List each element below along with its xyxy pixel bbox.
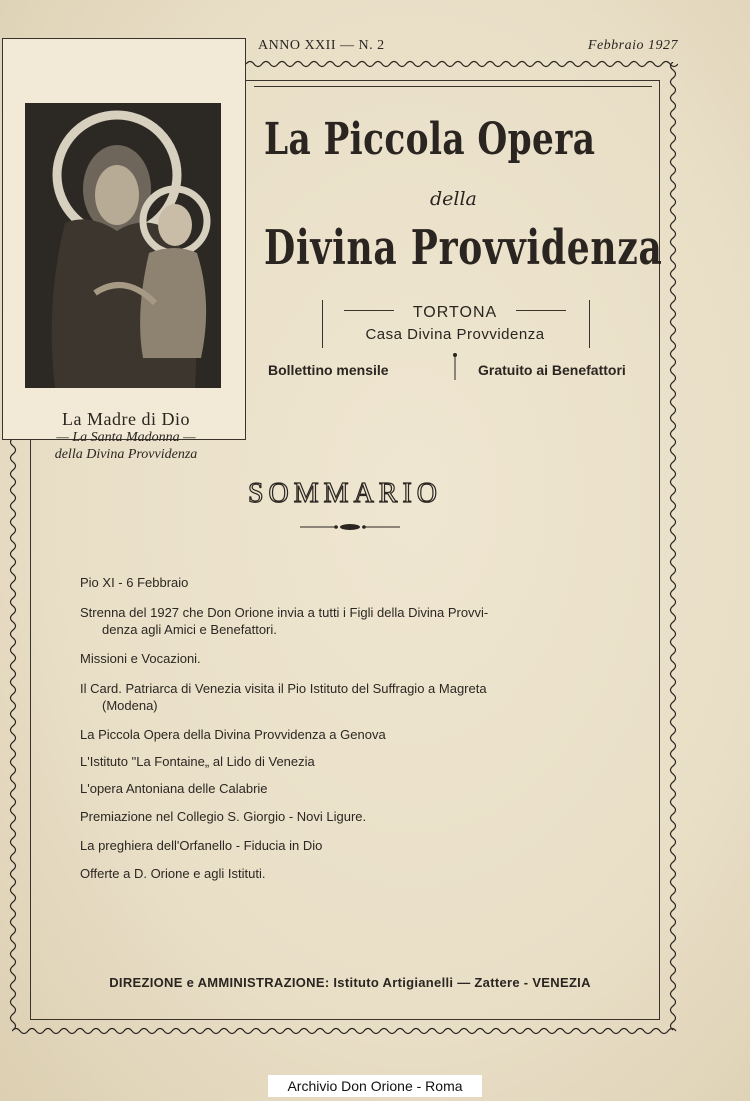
issue-header — [258, 38, 678, 56]
list-item: Offerte a D. Orione e agli Istituti. — [80, 866, 266, 881]
list-item: L'Istituto "La Fontaine„ al Lido di Venezia — [80, 754, 315, 769]
image-caption-line-2: della Divina Provvidenza — [54, 447, 198, 462]
place-name: TORTONA — [412, 304, 498, 321]
issue-number: ANNO XXII — N. 2 — [258, 38, 385, 53]
list-item: La Piccola Opera della Divina Provvidenza a Genova — [80, 727, 386, 742]
image-caption-line-1: — La Santa Madonna — — [56, 430, 196, 445]
bulletin-frequency: Bollettino mensile — [268, 362, 389, 378]
issue-date: Febbraio 1927 — [587, 38, 678, 53]
wavy-border-top — [246, 58, 678, 70]
sommario-heading: SOMMARIO — [247, 478, 443, 509]
masthead-title-line-2: Divina Provvidenza — [264, 220, 663, 276]
list-item: (Modena) — [102, 698, 158, 713]
footer-address: DIREZIONE e AMMINISTRAZIONE: Istituto Artigianelli — Zattere - VENEZIA — [109, 975, 591, 990]
image-caption-subtitle — [3, 429, 249, 463]
wavy-border-left — [8, 438, 18, 1032]
bulletin-separator — [452, 352, 458, 382]
list-item: Pio XI - 6 Febbraio — [80, 575, 189, 590]
list-item: Il Card. Patriarca di Venezia visita il Pio Istituto del Suffragio a Magreta — [80, 681, 487, 696]
list-item: L'opera Antoniana delle Calabrie — [80, 781, 268, 796]
masthead-title-della: della — [430, 188, 477, 210]
madonna-icon-image — [25, 103, 221, 388]
madonna-icon-illustration — [25, 103, 221, 388]
archive-label: Archivio Don Orione - Roma — [268, 1075, 482, 1097]
list-item: Premiazione nel Collegio S. Giorgio - Novi Ligure. — [80, 809, 367, 824]
wavy-border-bottom — [12, 1024, 678, 1038]
house-name: Casa Divina Provvidenza — [365, 326, 545, 343]
wavy-border-right — [668, 62, 678, 1032]
masthead-rule — [254, 86, 652, 97]
image-panel — [2, 38, 246, 462]
masthead-title-line-1: La Piccola Opera — [264, 114, 596, 165]
ornament-divider — [300, 522, 400, 532]
list-item: Strenna del 1927 che Don Orione invia a tutti i Figli della Divina Provvi- — [80, 605, 489, 620]
bulletin-free: Gratuito ai Benefattori — [478, 362, 626, 378]
list-item: denza agli Amici e Benefattori. — [102, 622, 277, 637]
image-caption-title: La Madre di Dio — [62, 409, 190, 429]
list-item: Missioni e Vocazioni. — [80, 651, 201, 666]
list-item: La preghiera dell'Orfanello - Fiducia in Dio — [80, 838, 323, 853]
